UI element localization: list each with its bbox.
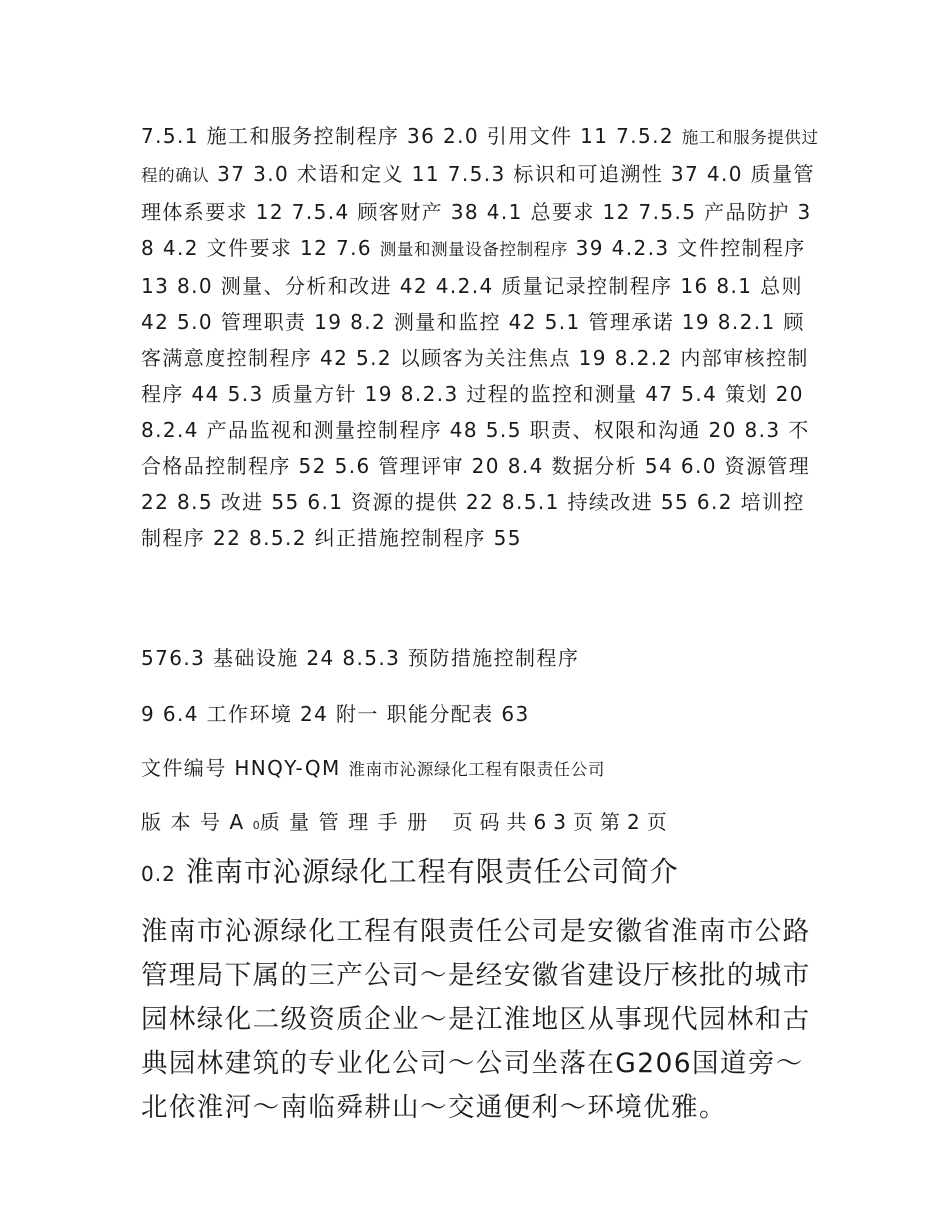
- version-value: 0: [252, 819, 260, 832]
- toc-segment: 39 4.2.3 文件控制程序 13 8.0 测量、分析和改进 42 4.2.4 质量记录控制程序 16 8.1 总则 42 5.0 管理职责 19 8.2 测量和监控 42 5.1 管理承诺 19 8.2.1 顾客满意度控制程序 42 5.2 以顾客为关注焦点 19 8.2.2 内部审核控制程序 44 5.3 质量方针 19 8.2.3 过程的监控和测量 47 5.4 策划 20 8.2.4 产品监视和测量控制程序 48 5.5 职责、权限和沟通 20 8.3 不合格品控制程序 52 5.6 管理评审 20 8.4 数据分析 54 6.0 资源管理 22 8.5 改进 55 6.1 资源的提供 22 8.5.1 持续改进 55 6.2 培训控制程序 22 8.5.2 纠正措施控制程序 55: [141, 236, 811, 550]
- document-number: 文件编号 HNQY-QM: [141, 756, 341, 780]
- section-number: 0.2: [141, 862, 176, 886]
- company-name-header: 淮南市沁源绿化工程有限责任公司: [348, 760, 605, 779]
- section-title: 淮南市沁源绿化工程有限责任公司简介: [185, 855, 679, 888]
- section-heading: [141, 850, 679, 890]
- toc-segment: 7.5.1 施工和服务控制程序 36 2.0 引用文件 11 7.5.2: [141, 124, 682, 148]
- page-info: 页码共63页第2页: [452, 810, 674, 834]
- intro-paragraph: 淮南市沁源绿化工程有限责任公司是安徽省淮南市公路管理局下属的三产公司～是经安徽省建设厅核批的城市园林绿化二级资质企业～是江淮地区从事现代园林和古典园林建筑的专业化公司～公司坐落在G206国道旁～北依淮河～南临舜耕山～交通便利～环境优雅。: [141, 916, 811, 1123]
- version-label: 版本号A: [141, 810, 253, 834]
- version-line: [141, 806, 674, 835]
- manual-title: 质量管理手册: [259, 810, 437, 834]
- toc-line-3: 9 6.4 工作环境 24 附一 职能分配表 63: [141, 702, 530, 726]
- toc-line-2: 576.3 基础设施 24 8.5.3 预防措施控制程序: [141, 646, 580, 670]
- table-of-contents: [141, 118, 821, 556]
- toc-segment-small: 施工和服务提供过程的确认: [141, 128, 819, 185]
- document-number-line: [141, 752, 605, 781]
- toc-segment: 37 3.0 术语和定义 11 7.5.3 标识和可追溯性 37 4.0 质量管理体系要求 12 7.5.4 顾客财产 38 4.1 总要求 12 7.5.5 产品防护 38 4.2 文件要求 12 7.6: [141, 162, 815, 260]
- toc-segment-small: 测量和测量设备控制程序: [379, 240, 568, 259]
